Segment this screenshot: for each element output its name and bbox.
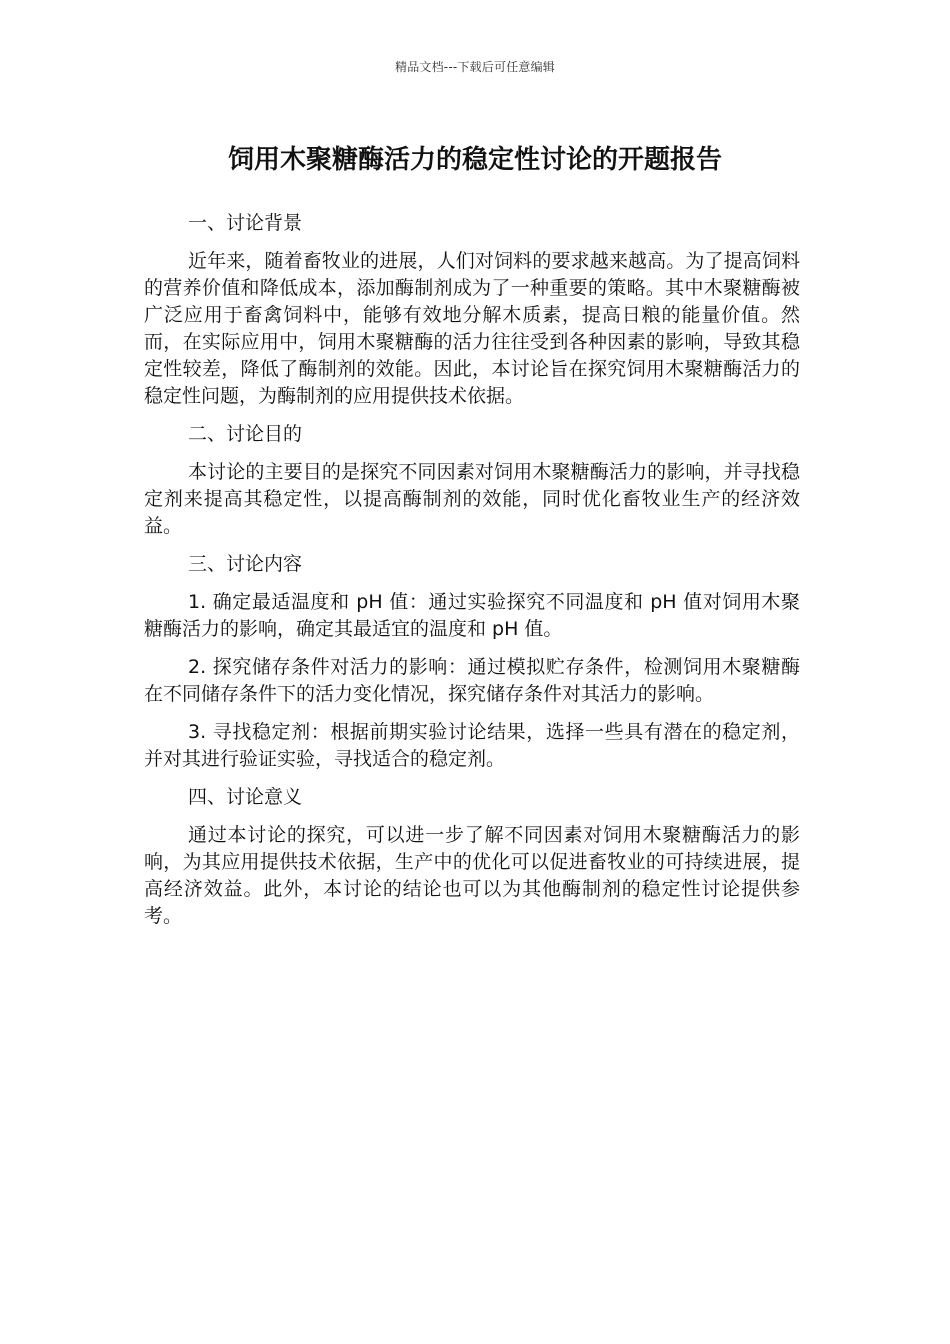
- section-heading-background: 一、讨论背景: [188, 212, 303, 234]
- section-heading-significance: 四、讨论意义: [188, 786, 303, 808]
- section-heading-content: 三、讨论内容: [188, 553, 303, 575]
- paragraph-background: 近年来，随着畜牧业的进展，人们对饲料的要求越来越高。为了提高饲料的营养价值和降低成本，添加酶制剂成为了一种重要的策略。其中木聚糖酶被广泛应用于畜禽饲料中，能够有效地分解木质素，提高日粮的能量价值。然而，在实际应用中，饲用木聚糖酶的活力往往受到各种因素的影响，导致其稳定性较差，降低了酶制剂的效能。因此，本讨论旨在探究饲用木聚糖酶活力的稳定性问题，为酶制剂的应用提供技术依据。: [144, 250, 800, 407]
- content-item-3: 3. 寻找稳定剂：根据前期实验讨论结果，选择一些具有潜在的稳定剂，并对其进行验证实验，寻找适合的稳定剂。: [144, 721, 800, 770]
- paragraph-significance: 通过本讨论的探究，可以进一步了解不同因素对饲用木聚糖酶活力的影响，为其应用提供技术依据，生产中的优化可以促进畜牧业的可持续进展，提高经济效益。此外，本讨论的结论也可以为其他酶制剂的稳定性讨论提供参考。: [144, 824, 800, 927]
- content-item-2: 2. 探究储存条件对活力的影响：通过模拟贮存条件，检测饲用木聚糖酶在不同储存条件下的活力变化情况，探究储存条件对其活力的影响。: [144, 656, 800, 705]
- document-body: [144, 210, 800, 941]
- section-heading-purpose: 二、讨论目的: [188, 423, 303, 445]
- content-item-1: 1. 确定最适温度和 pH 值：通过实验探究不同温度和 pH 值对饲用木聚糖酶活力的影响，确定其最适宜的温度和 pH 值。: [144, 591, 800, 640]
- header-note: 精品文档---下载后可任意编辑: [395, 60, 555, 74]
- document-title: 饲用木聚糖酶活力的稳定性讨论的开题报告: [227, 145, 722, 175]
- paragraph-purpose: 本讨论的主要目的是探究不同因素对饲用木聚糖酶活力的影响，并寻找稳定剂来提高其稳定性，以提高酶制剂的效能，同时优化畜牧业生产的经济效益。: [144, 461, 800, 537]
